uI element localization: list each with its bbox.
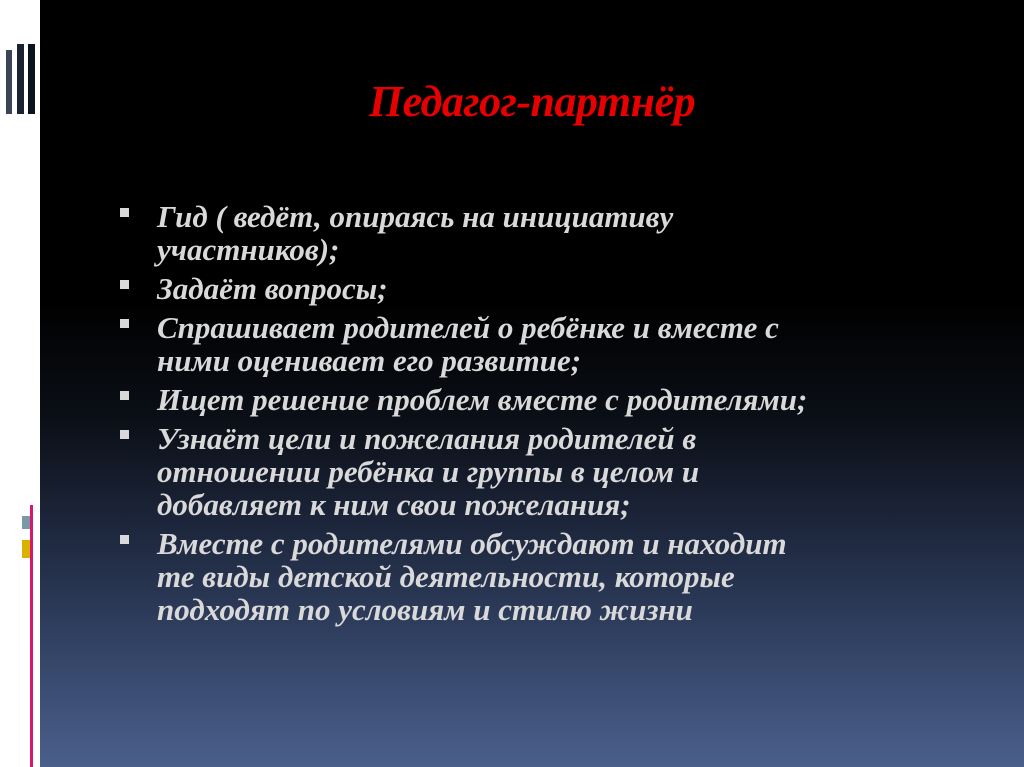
slide-title: Педагог-партнёр: [368, 77, 696, 126]
bullet-text: Узнаёт цели и пожелания родителей в отношении ребёнка и группы в целом и добавляет к ним свои пожелания;: [157, 421, 700, 522]
bullet-text: Вместе с родителями обсуждают и находит те виды детской деятельности, которые подходят по условиям и стилю жизни: [157, 526, 787, 627]
square-bullet-icon: [120, 280, 129, 289]
bullet-text: Задаёт вопросы;: [157, 271, 388, 306]
bullet-item: [40, 383, 1024, 416]
bullet-item: [40, 272, 1024, 305]
bullet-item: [40, 311, 1024, 377]
deco-square-gray: [22, 516, 30, 529]
deco-square-gold: [22, 540, 30, 558]
left-decoration-strip: [0, 0, 40, 767]
deco-line-magenta: [30, 505, 33, 767]
square-bullet-icon: [120, 319, 129, 328]
bullet-item: [40, 422, 1024, 521]
square-bullet-icon: [120, 391, 129, 400]
deco-block-top: [28, 44, 35, 114]
bullet-item: [40, 200, 1024, 266]
deco-block-top-2: [17, 44, 24, 114]
bullet-item: [40, 527, 1024, 626]
bullet-text: Спрашивает родителей о ребёнке и вместе с ними оценивает его развитие;: [157, 310, 779, 378]
bullet-text: Ищет решение проблем вместе с родителями;: [157, 382, 808, 417]
square-bullet-icon: [120, 208, 129, 217]
bullet-text: Гид ( ведёт, опираясь на инициативу участников);: [157, 199, 674, 267]
deco-block-top-3: [6, 50, 12, 114]
bullet-list: [40, 200, 1024, 632]
square-bullet-icon: [120, 430, 129, 439]
slide-content: [40, 0, 1024, 767]
square-bullet-icon: [120, 535, 129, 544]
